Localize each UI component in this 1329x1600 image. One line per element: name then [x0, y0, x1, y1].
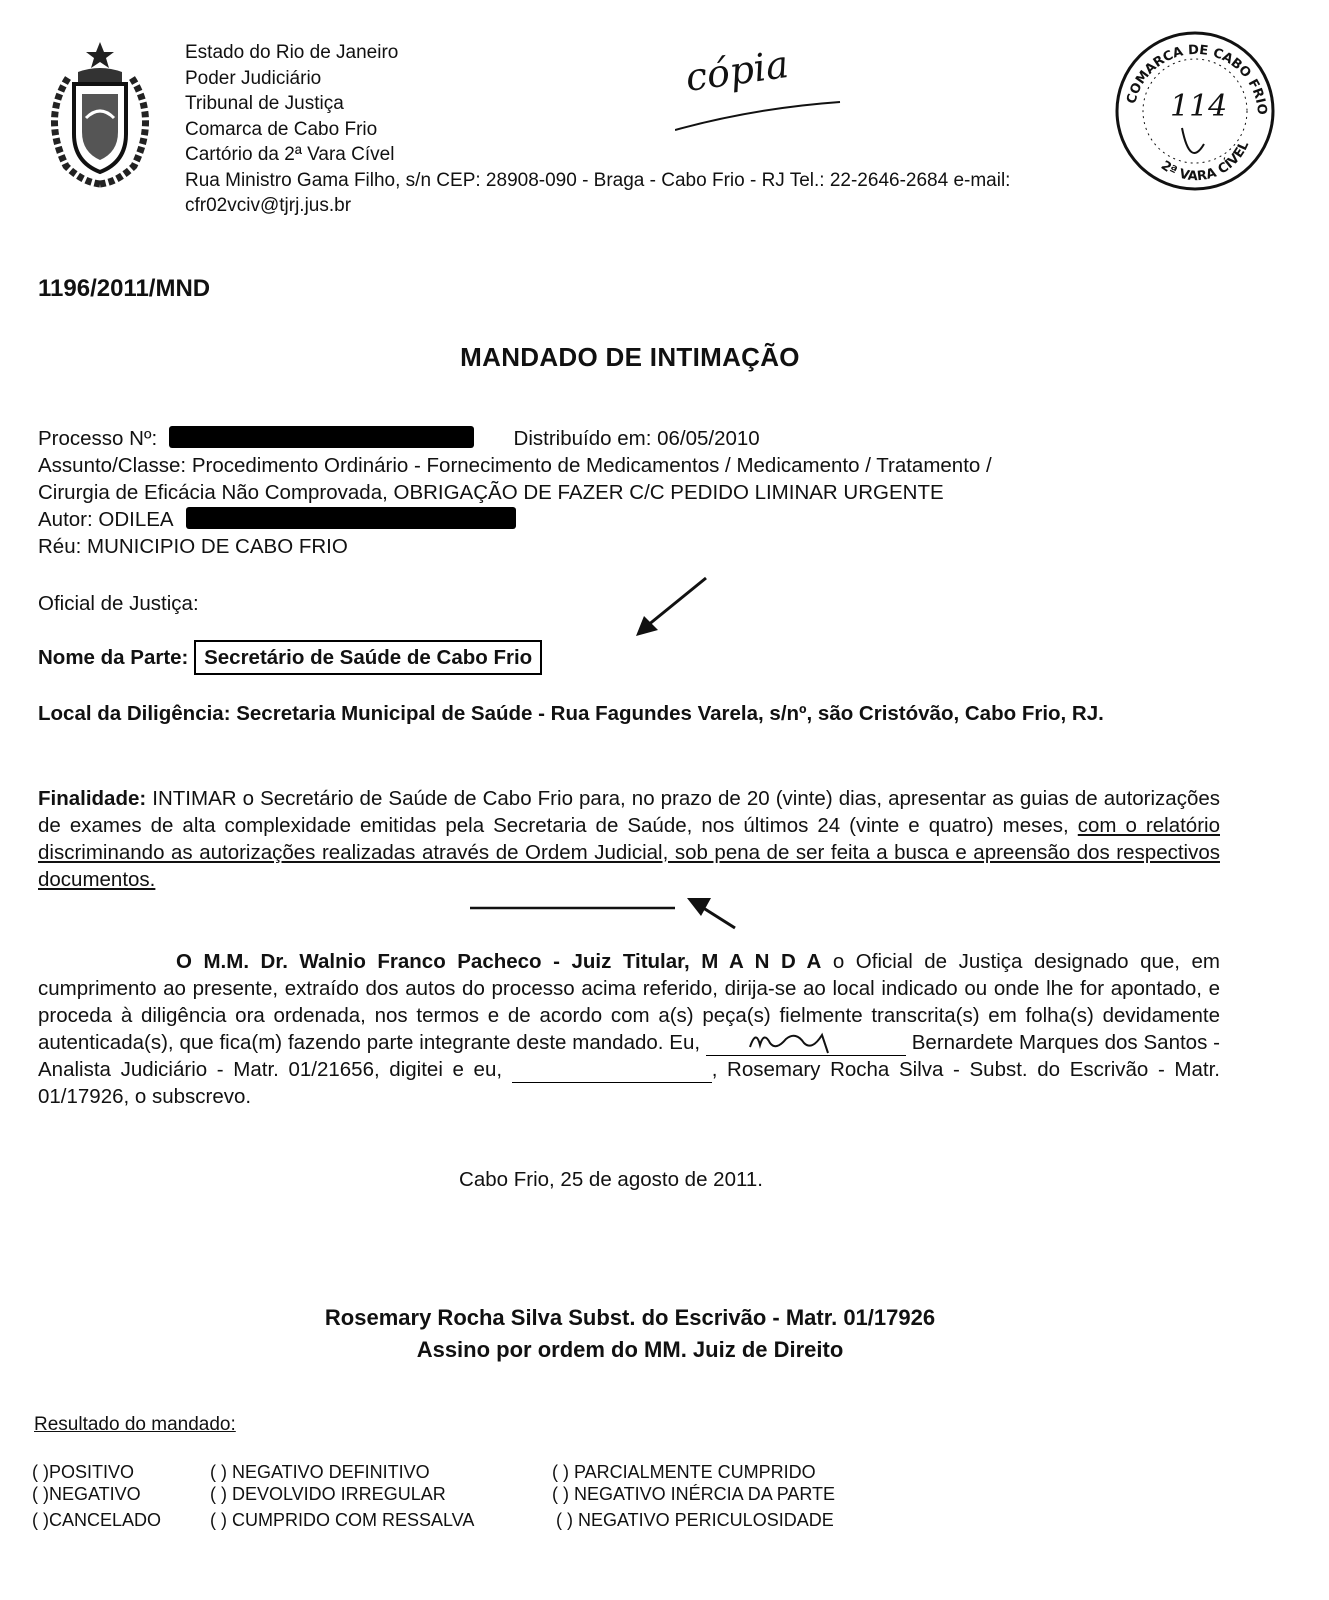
copia-handwritten-mark: cópia: [695, 45, 845, 145]
oficial-de-justica: Oficial de Justiça:: [38, 592, 199, 615]
header-line: Tribunal de Justiça: [185, 93, 344, 114]
checkbox-cancelado[interactable]: ( )CANCELADO: [32, 1510, 162, 1530]
handwritten-signature: [746, 1025, 856, 1055]
resultado-label: Resultado do mandado:: [34, 1414, 236, 1435]
assunto-line-2: Cirurgia de Eficácia Não Comprovada, OBRIGAÇÃO DE FAZER C/C PEDIDO LIMINAR URGENTE: [38, 481, 944, 504]
header-line: Cartório da 2ª Vara Cível: [185, 144, 395, 165]
checkbox-devolvido-irregular[interactable]: ( ) DEVOLVIDO IRREGULAR: [210, 1484, 446, 1504]
mandate-paragraph: O M.M. Dr. Walnio Franco Pacheco - Juiz Titular, M A N D A o Oficial de Justiça designado que, em cumprimento ao presente, extraído dos autos do processo acima referido, dirija-se ao local indicado ou onde lhe for apontado, e proceda à diligência ora ordenada, nos termos e de acordo com a(s) peça(s) fielmente transcrita(s) em folha(s) devidamente autenticada(s), que fica(m) fazendo parte integrante deste mandado. Eu, Bernardete Marques dos Santos - Analista Judiciário - Matr. 01/21656, digitei e eu, , Rosemary Rocha Silva - Subst. do Escrivão - Matr. 01/17926, o subscrevo.: [38, 950, 1220, 1108]
arrow-mark-icon: [628, 572, 718, 642]
checkbox-cumprido-com-ressalva[interactable]: ( ) CUMPRIDO COM RESSALVA: [210, 1510, 475, 1530]
reu: Réu: MUNICIPIO DE CABO FRIO: [38, 535, 348, 558]
stamp-number: 114: [1170, 89, 1228, 124]
signature-blank-rosemary: [512, 1064, 712, 1083]
header-address: Rua Ministro Gama Filho, s/n CEP: 28908-090 - Braga - Cabo Frio - RJ Tel.: 22-2646-2684 e-mail:: [185, 169, 1011, 191]
copia-underline: [675, 100, 845, 140]
autor: Autor: ODILEA: [38, 508, 173, 531]
stamp-bottom-text: 2ª VARA CÍVEL: [1157, 139, 1253, 185]
signature-blank-bernardete: [706, 1037, 906, 1056]
redacted-author-name: [186, 507, 516, 529]
processo-label: Processo Nº:: [38, 427, 158, 450]
distribuido-em: Distribuído em: 06/05/2010: [513, 427, 760, 450]
header-line: Poder Judiciário: [185, 67, 322, 89]
redacted-process-number: [169, 426, 474, 448]
document-title: MANDADO DE INTIMAÇÃO: [460, 342, 800, 372]
checkbox-parcialmente-cumprido[interactable]: ( ) PARCIALMENTE CUMPRIDO: [552, 1462, 816, 1482]
checkbox-negativo-periculosidade[interactable]: ( ) NEGATIVO PERICULOSIDADE: [556, 1510, 834, 1530]
place-and-date: Cabo Frio, 25 de agosto de 2011.: [459, 1168, 763, 1191]
checkbox-positivo[interactable]: ( )POSITIVO: [32, 1462, 135, 1482]
checkbox-negativo-definitivo[interactable]: ( ) NEGATIVO DEFINITIVO: [210, 1462, 430, 1482]
nome-da-parte-box: Secretário de Saúde de Cabo Frio: [194, 640, 542, 675]
nome-da-parte-label: Nome da Parte:: [38, 646, 189, 669]
header-line: Comarca de Cabo Frio: [185, 118, 378, 140]
court-header: [185, 40, 1010, 219]
arrow-mark-icon: [465, 888, 765, 938]
assunto-line-1: Assunto/Classe: Procedimento Ordinário - Fornecimento de Medicamentos / Medicamento / Tratamento /: [38, 454, 992, 477]
nome-da-parte-row: [38, 640, 1220, 675]
underlined-finalidade: com o relatório discriminando as autorizações realizadas através de Ordem Judicial, sob pena de ser feita a busca e apreensão dos respectivos documentos.: [38, 814, 1220, 891]
local-diligencia: Local da Diligência: Secretaria Municipal de Saúde - Rua Fagundes Varela, s/nº, são Cristóvão, Cabo Frio, RJ.: [38, 702, 1104, 725]
resultado-checkboxes: [32, 1460, 1032, 1540]
coat-of-arms-emblem: [38, 38, 170, 188]
header-email: cfr02vciv@tjrj.jus.br: [185, 195, 352, 216]
checkbox-negativo-inercia[interactable]: ( ) NEGATIVO INÉRCIA DA PARTE: [552, 1484, 836, 1504]
process-info: [38, 425, 1220, 560]
finalidade: Finalidade: INTIMAR o Secretário de Saúde de Cabo Frio para, no prazo de 20 (vinte) dias, apresentar as guias de autorizações de exames de alta complexidade emitidas pela Secretaria de Saúde, nos últimos 24 (vinte e quatro) meses, com o relatório discriminando as autorizações realizadas através de Ordem Judicial, sob pena de ser feita a busca e apreensão dos respectivos documentos.: [38, 787, 1220, 891]
document-reference: 1196/2011/MND: [38, 275, 211, 302]
signature-block: Rosemary Rocha Silva Subst. do Escrivão - Matr. 01/17926 Assino por ordem do MM. Juiz de Direito: [324, 1305, 936, 1362]
court-stamp: [1112, 28, 1277, 193]
header-line: Estado do Rio de Janeiro: [185, 42, 399, 63]
stamp-top-text: COMARCA DE CABO FRIO: [1124, 42, 1270, 116]
checkbox-negativo[interactable]: ( )NEGATIVO: [32, 1484, 141, 1504]
